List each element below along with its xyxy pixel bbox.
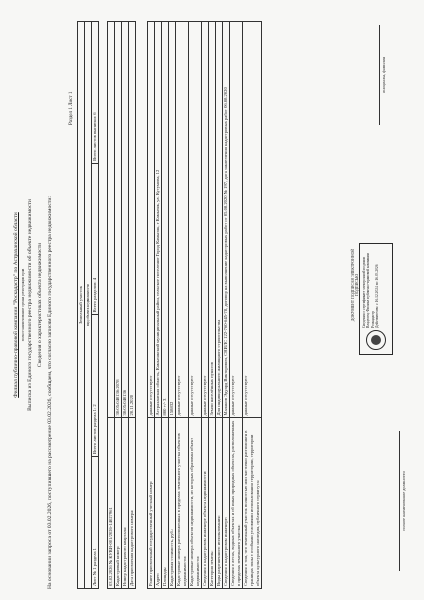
total-sections: Всего разделов: 4 <box>92 163 99 315</box>
id-table <box>107 21 136 589</box>
table-row <box>243 22 262 589</box>
total-sheets-doc: Всего листов выписки: 6 <box>92 22 99 164</box>
row-value: данные отсутствуют <box>243 22 262 418</box>
row-value: данные отсутствуют <box>230 22 243 418</box>
stamp-line: Действителен: с 16.12.2024 по 16.03.2026 <box>375 264 380 328</box>
table-row <box>115 22 122 589</box>
row-value: данные отсутствуют <box>176 22 189 418</box>
table-row <box>176 22 189 589</box>
section-label: Раздел 1 Лист 1 <box>69 91 74 125</box>
table-row <box>108 22 115 589</box>
stamp-line: Владелец: Филиал публично-правовой компании <box>366 253 371 328</box>
assign-date-label: Дата присвоения кадастрового номера: <box>129 418 136 589</box>
characteristics-table <box>147 21 262 589</box>
row-label: Категория земель: <box>209 418 216 589</box>
quarter-number-value: 30:05:040136 <box>122 22 129 418</box>
row-value: данные отсутствуют <box>189 22 202 418</box>
row-label: Виды разрешенного использования: <box>216 418 223 589</box>
signature-stamp-title: ДОКУМЕНТ ПОДПИСАН ЭЛЕКТРОННОЙ ПОДПИСЬЮ <box>351 248 359 322</box>
object-type-table <box>77 21 99 589</box>
request-line: На основании запроса от 03.02.2026, поступившего на рассмотрение 03.02.2026, сообщаем, что согласно записям Единого государственного реестра недвижимости: <box>47 196 53 589</box>
row-label: Ранее присвоенный государственный учетный номер: <box>148 418 155 589</box>
org-name: Филиал публично-правовой компании "Роскадастр" по Астраханской области <box>13 212 19 398</box>
document-subtitle: Сведения о характеристиках объекта недвижимости <box>37 242 43 368</box>
table-row <box>216 22 223 589</box>
row-label: Кадастровая стоимость, руб.: <box>169 418 176 589</box>
table-row <box>155 22 162 589</box>
total-sheets-section: Всего листов раздела 1: 2 <box>92 315 99 457</box>
table-row <box>189 22 202 589</box>
object-type: Земельный участок <box>78 22 85 589</box>
quarter-number-label: Номер кадастрового квартала: <box>122 418 129 589</box>
footer-position: полное наименование должности <box>399 431 406 571</box>
assign-date-value: 20.11.2020 <box>129 22 136 418</box>
request-number: 03.02.2026 № КУВИ-001/2026-14027961 <box>108 418 115 589</box>
cadastral-number-label: Кадастровый номер: <box>115 418 122 589</box>
footer-signature-name: инициалы, фамилия <box>379 25 386 125</box>
row-value: Земли населённых пунктов <box>209 22 216 418</box>
signature-stamp <box>359 243 393 355</box>
stamp-line: Роскадастр <box>370 310 375 328</box>
row-value: данные отсутствуют <box>202 22 209 418</box>
row-label: Сведения о кадастровом инженере объекта недвижимости: <box>202 418 209 589</box>
row-label: Сведения о лесах, водных объектах и об иных природных объектах, расположенных в пределах земельного участка: <box>230 418 243 589</box>
row-value: Маланов Эдуард Викторович, СНИЛС 122-760-645-78, договор на выполнение кадастровых работ от 05.08.2020 № 197, дата заключения кадастровых работ 06.08.2020 <box>223 22 230 418</box>
table-row <box>230 22 243 589</box>
request-number-value <box>108 22 115 418</box>
table-row <box>202 22 209 589</box>
table-row <box>148 22 155 589</box>
row-value: Для индивидуального жилищного строительства <box>216 22 223 418</box>
rotated-content <box>7 15 417 595</box>
table-row <box>209 22 216 589</box>
table-row <box>129 22 136 589</box>
stamp-line: Сведения о сертификате электронной подписи <box>362 256 366 328</box>
table-row <box>169 22 176 589</box>
row-label: Площадь: <box>162 418 169 589</box>
sheet-number: Лист № 1 раздела 1 <box>92 457 99 589</box>
row-label: Кадастровые номера расположенных в пределах земельного участка объектов недвижимости: <box>176 418 189 589</box>
org-caption: полное наименование органа регистрации прав <box>21 268 25 342</box>
row-value: 158832 <box>169 22 176 418</box>
row-label: Сведения о том, что земельный участок полностью или частично расположен в границах зоны с особыми условиями использования территории, территории объекта культурного наследия, публичного сервитута: <box>243 418 262 589</box>
document-title: Выписка из Единого государственного реестра недвижимости об объекте недвижимости <box>27 199 33 411</box>
emblem-icon <box>366 330 386 350</box>
row-value: Астраханская область, Камызякский муниципальный район, сельское поселение Город Камызяк, г Камызяк, ул. Кутумова, 12 <box>155 22 162 418</box>
object-type-caption: вид объекта недвижимости <box>85 22 92 589</box>
row-label: Сведения о кадастровом инженере: <box>223 418 230 589</box>
table-row <box>122 22 129 589</box>
row-value: 800 +/- 3 <box>162 22 169 418</box>
row-label: Кадастровые номера объектов недвижимости, из которых образован объект недвижимости: <box>189 418 202 589</box>
table-row <box>223 22 230 589</box>
row-value: данные отсутствуют <box>148 22 155 418</box>
row-label: Адрес: <box>155 418 162 589</box>
table-row <box>162 22 169 589</box>
cadastral-number-value: 30:05:040136:2078 <box>115 22 122 418</box>
